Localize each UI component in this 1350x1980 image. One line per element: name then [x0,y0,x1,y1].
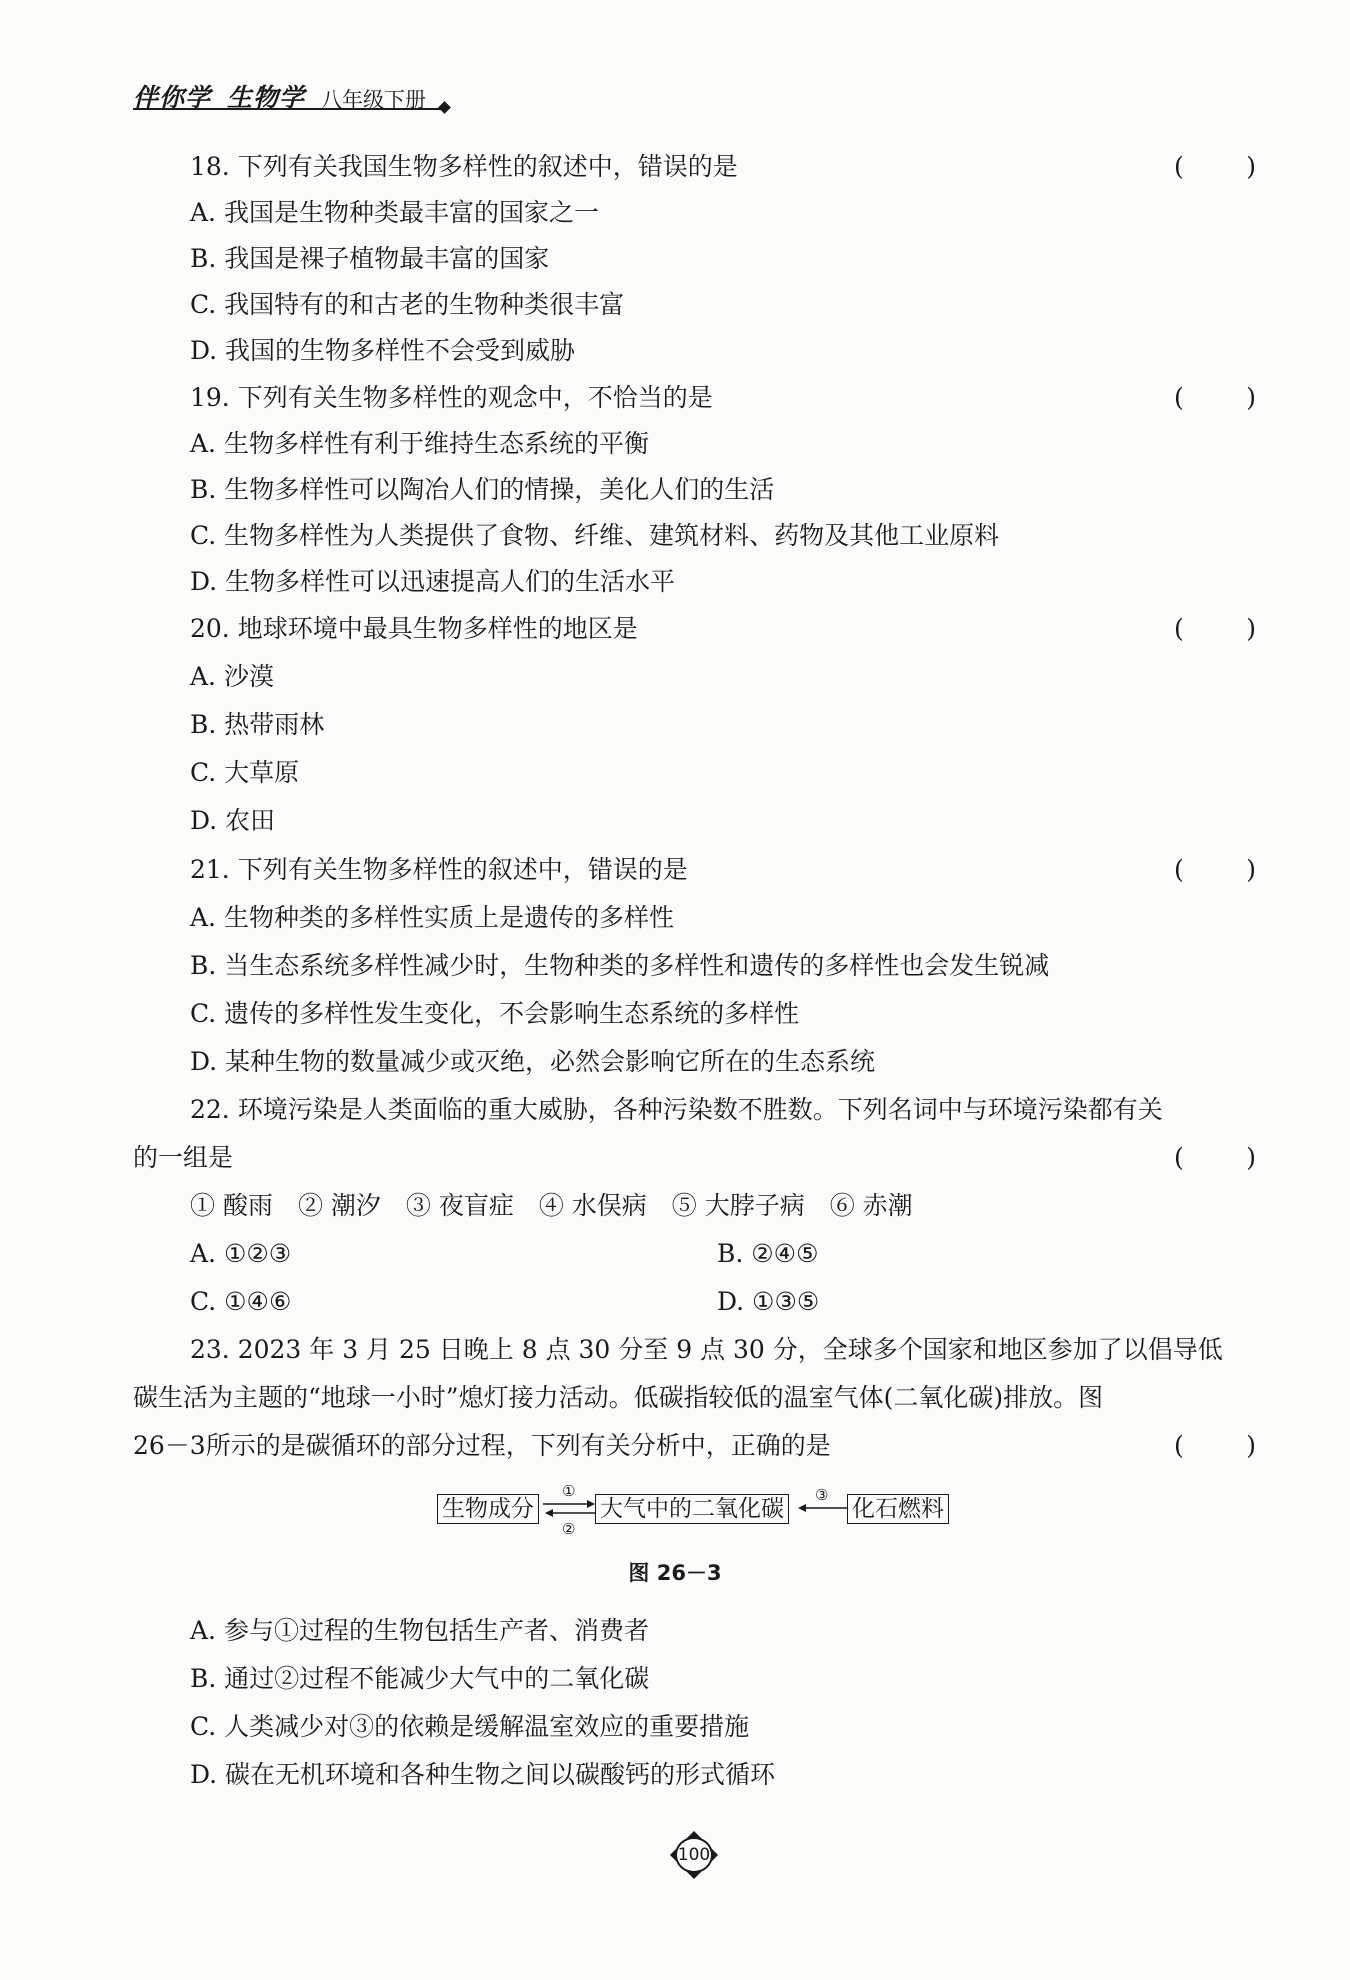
question-20-option-d: D. 农田 [190,806,276,835]
paren-left: ( [1174,1431,1184,1460]
question-20-option-c: C. 大草原 [190,758,300,787]
question-18-option-a: A. 我国是生物种类最丰富的国家之一 [190,198,599,227]
header-subject: 生物学 [227,83,306,112]
question-23-stem-line-2: 碳生活为主题的“地球一小时”熄灯接力活动。低碳指较低的温室气体(二氧化碳)排放。图 [133,1383,1104,1412]
question-22-option-b: B. ②④⑤ [717,1239,819,1268]
header-diamond-icon [438,101,451,114]
fossil-fuel-box: 化石燃料 [847,1494,949,1524]
question-19-option-b: B. 生物多样性可以陶冶人们的情操，美化人们的生活 [190,475,775,504]
arrow-1-head [587,1500,595,1508]
question-20-stem: 20. 地球环境中最具生物多样性的地区是 [190,614,638,643]
question-19-option-a: A. 生物多样性有利于维持生态系统的平衡 [190,429,649,458]
question-19-option-d: D. 生物多样性可以迅速提高人们的生活水平 [190,567,676,596]
paren-left: ( [1174,383,1184,412]
answer-blank-20[interactable] [1174,612,1256,646]
arrow-3-head [798,1504,806,1512]
question-22-option-c: C. ①④⑥ [190,1287,292,1316]
answer-blank-23[interactable] [1174,1429,1256,1463]
process-1-label: ① [562,1482,576,1500]
question-22-option-d: D. ①③⑤ [717,1287,820,1316]
question-18-stem: 18. 下列有关我国生物多样性的叙述中，错误的是 [190,152,738,181]
question-18-option-b: B. 我国是裸子植物最丰富的国家 [190,244,550,273]
question-23-stem-line-1: 23. 2023 年 3 月 25 日晚上 8 点 30 分至 9 点 30 分，全球多个国家和地区参加了以倡导低 [190,1335,1223,1364]
biological-component-box: 生物成分 [437,1494,539,1524]
header-brand: 伴你学 [133,83,212,112]
page-number-badge [672,1833,716,1877]
question-22-stem-line-1: 22. 环境污染是人类面临的重大威胁，各种污染数不胜数。下列名词中与环境污染都有关 [190,1095,1163,1124]
answer-blank-22[interactable] [1174,1141,1256,1175]
paren-right: ) [1246,152,1256,181]
question-23-stem-line-3: 26－3所示的是碳循环的部分过程，下列有关分析中，正确的是 [133,1431,831,1460]
header-rule [133,108,445,110]
answer-blank-21[interactable] [1174,853,1256,887]
paren-right: ) [1246,614,1256,643]
paren-left: ( [1174,614,1184,643]
question-22-option-a: A. ①②③ [190,1239,292,1268]
paren-left: ( [1174,152,1184,181]
paren-right: ) [1246,1143,1256,1172]
question-21-option-a: A. 生物种类的多样性实质上是遗传的多样性 [190,903,674,932]
paren-right: ) [1246,383,1256,412]
question-21-stem: 21. 下列有关生物多样性的叙述中，错误的是 [190,855,688,884]
question-23-option-b: B. 通过②过程不能减少大气中的二氧化碳 [190,1664,650,1693]
header-grade: 八年级下册 [321,88,427,112]
question-21-option-c: C. 遗传的多样性发生变化，不会影响生态系统的多样性 [190,999,800,1028]
question-21-option-b: B. 当生态系统多样性减少时，生物种类的多样性和遗传的多样性也会发生锐减 [190,951,1050,980]
question-20-option-b: B. 热带雨林 [190,710,325,739]
atmospheric-co2-box: 大气中的二氧化碳 [595,1494,789,1524]
question-23-option-d: D. 碳在无机环境和各种生物之间以碳酸钙的形式循环 [190,1760,776,1789]
question-19-stem: 19. 下列有关生物多样性的观念中，不恰当的是 [190,383,713,412]
question-18-option-c: C. 我国特有的和古老的生物种类很丰富 [190,290,625,319]
process-3-label: ③ [815,1486,829,1504]
paren-left: ( [1174,855,1184,884]
carbon-cycle-diagram [437,1484,957,1554]
process-2-label: ② [562,1520,576,1538]
arrow-2-head [545,1509,553,1517]
question-22-items: ① 酸雨 ② 潮汐 ③ 夜盲症 ④ 水俣病 ⑤ 大脖子病 ⑥ 赤潮 [190,1191,913,1220]
question-23-option-a: A. 参与①过程的生物包括生产者、消费者 [190,1616,649,1645]
answer-blank-18[interactable] [1174,150,1256,184]
question-22-stem-line-2: 的一组是 [133,1143,234,1172]
question-19-option-c: C. 生物多样性为人类提供了食物、纤维、建筑材料、药物及其他工业原料 [190,521,1000,550]
question-18-option-d: D. 我国的生物多样性不会受到威胁 [190,336,576,365]
paren-left: ( [1174,1143,1184,1172]
question-20-option-a: A. 沙漠 [190,662,274,691]
question-23-option-c: C. 人类减少对③的依赖是缓解温室效应的重要措施 [190,1712,750,1741]
figure-caption: 图 26－3 [628,1561,722,1585]
paren-right: ) [1246,1431,1256,1460]
page-number: 100 [677,1845,711,1865]
paren-right: ) [1246,855,1256,884]
answer-blank-19[interactable] [1174,381,1256,415]
question-21-option-d: D. 某种生物的数量减少或灭绝，必然会影响它所在的生态系统 [190,1047,876,1076]
